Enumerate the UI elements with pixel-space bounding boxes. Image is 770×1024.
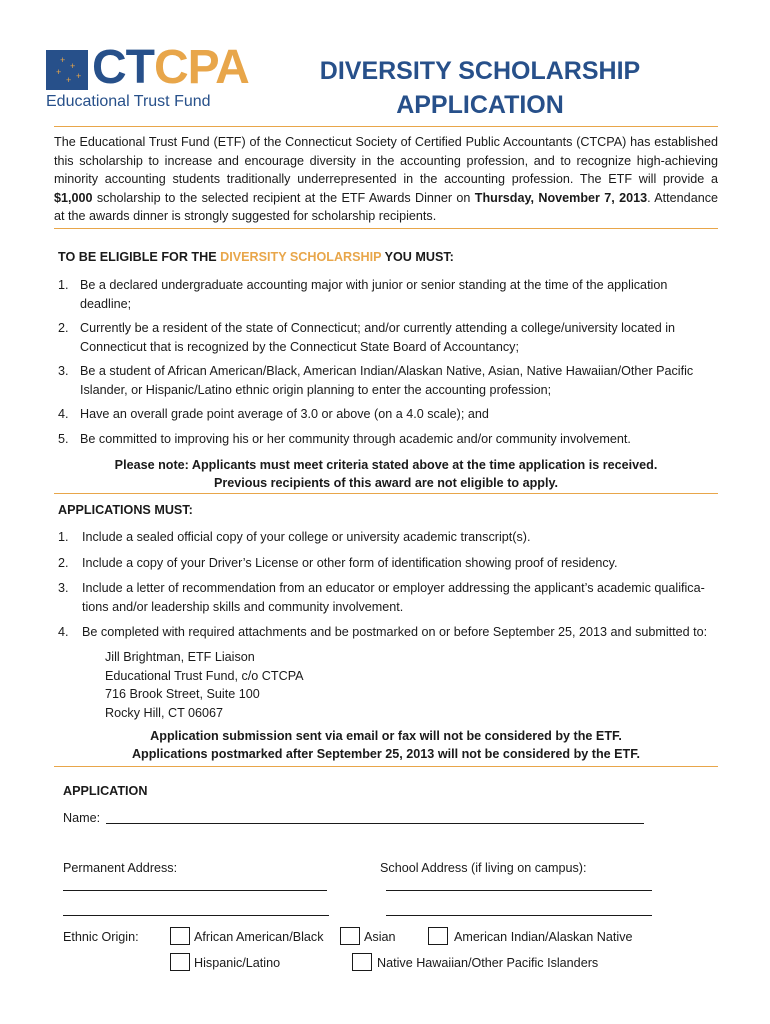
option-label: African American/Black [194, 930, 324, 944]
option-label: Asian [364, 930, 396, 944]
option-label: Hispanic/Latino [194, 956, 281, 970]
checkbox-asian[interactable] [340, 927, 360, 945]
school-address-line-1[interactable] [386, 890, 652, 891]
name-field[interactable] [106, 823, 644, 824]
list-item: 5. Be committed to improving his or her community through academic and/or community involvement. [58, 432, 631, 446]
permanent-address-line-2[interactable] [63, 915, 329, 916]
intro-paragraph: The Educational Trust Fund (ETF) of the Connecticut Society of Certified Public Accountants (CTCPA) has established this scholarship to increase and encourage diversity in the accounting profession, and to recognize high-achieving minority accounting students traditionally underrepresented in the accounting profession. The ETF will provide a $1,000 scholarship to the selected recipient at the ETF Awards Dinner on Thursday, November 7, 2013. Attendance at the awards dinner is strongly suggested for scholarship recipients. [54, 135, 718, 223]
permanent-address-label: Permanent Address: [63, 861, 178, 875]
checkbox-african-american[interactable] [170, 927, 190, 945]
list-item: 3. Include a letter of recommendation from an educator or employer addressing the applicant’s academic qualifica-tions and/or leadership skills and community involvement. [58, 581, 705, 614]
list-item: 4. Have an overall grade point average of 3.0 or above (on a 4.0 scale); and [58, 407, 489, 421]
permanent-address-line-1[interactable] [63, 890, 327, 891]
submission-note: Application submission sent via email or fax will not be considered by the ETF. Applications postmarked after September 25, 2013 will not be considered by the ETF. [131, 729, 641, 761]
name-label: Name: [63, 811, 101, 825]
divider [54, 493, 718, 494]
divider [54, 228, 718, 229]
mailing-address: Jill Brightman, ETF Liaison Educational Trust Fund, c/o CTCPA 716 Brook Street, Suite 100 Rocky Hill, CT 06067 [105, 650, 304, 720]
applications-heading: APPLICATIONS MUST: [58, 503, 193, 517]
page-title: DIVERSITY SCHOLARSHIP APPLICATION [319, 57, 641, 119]
list-item: 2. Currently be a resident of the state of Connecticut; and/or currently attending a college/university located in Connecticut that is recognized by the Connecticut State Board of Accountancy; [58, 321, 676, 354]
option-label: American Indian/Alaskan Native [454, 930, 633, 944]
checkbox-american-indian[interactable] [428, 927, 448, 945]
list-item: 4. Be completed with required attachments and be postmarked on or before September 25, 2013 and submitted to: [58, 625, 708, 639]
option-label: Native Hawaiian/Other Pacific Islanders [377, 956, 599, 970]
ethnic-origin-label: Ethnic Origin: [63, 930, 139, 944]
list-item: 3. Be a student of African American/Black, American Indian/Alaskan Native, Asian, Native Hawaiian/Other Pacific Islander, or Hispanic/Latino ethnic origin planning to enter the accounting profession; [58, 364, 694, 397]
school-address-line-2[interactable] [386, 915, 652, 916]
list-item: 2. Include a copy of your Driver’s License or other form of identification showing proof of residency. [58, 556, 618, 570]
divider [54, 766, 718, 767]
checkbox-native-hawaiian[interactable] [352, 953, 372, 971]
list-item: 1. Include a sealed official copy of your college or university academic transcript(s). [58, 530, 531, 544]
list-item: 1. Be a declared undergraduate accounting major with junior or senior standing at the time of the application deadline; [58, 278, 668, 311]
logo-subtitle: Educational Trust Fund [46, 93, 211, 110]
eligibility-note: Please note: Applicants must meet criteria stated above at the time application is received. Previous recipients of this award are not eligible to apply. [114, 458, 658, 490]
school-address-label: School Address (if living on campus): [380, 861, 587, 875]
checkbox-hispanic-latino[interactable] [170, 953, 190, 971]
divider [54, 126, 718, 127]
application-heading: APPLICATION [63, 784, 148, 798]
logo-mark: + + + + + [46, 50, 88, 90]
eligibility-heading: TO BE ELIGIBLE FOR THE DIVERSITY SCHOLARSHIP YOU MUST: [58, 250, 454, 264]
logo-text: CTCPA [92, 41, 249, 94]
